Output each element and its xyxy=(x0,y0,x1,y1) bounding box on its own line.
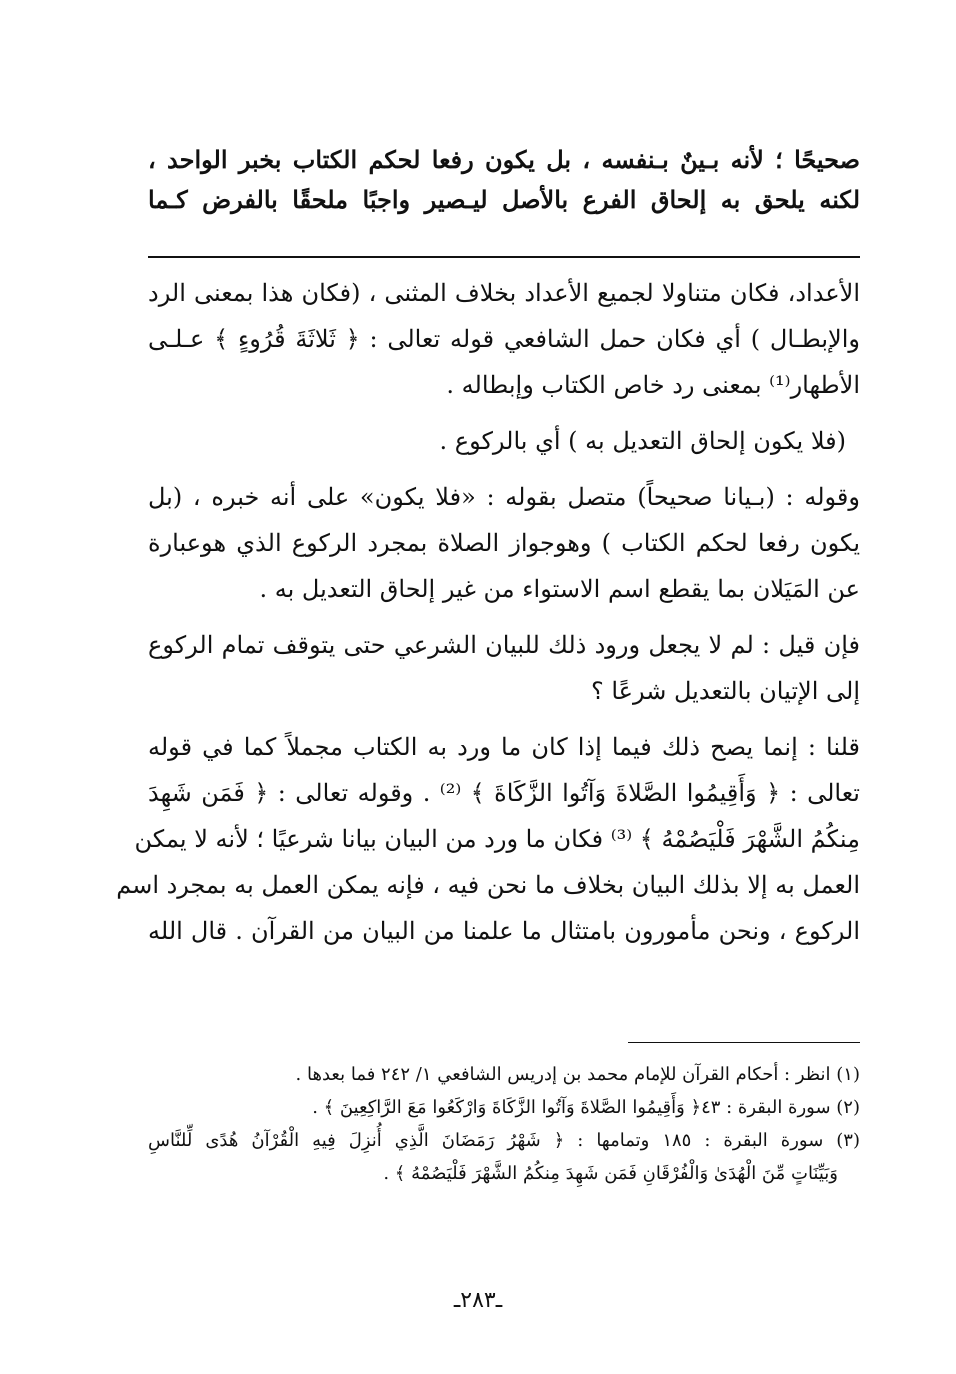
sharh-line: يكون رفعا لحكم الكتاب ) وهوجواز الصلاة بمجرد الركوع الذي هوعبارة xyxy=(148,529,860,557)
sharh-line: الركوع ، ونحن مأمورون بامتثال ما علمنا من البيان من القرآن . قال الله xyxy=(148,917,860,945)
sharh-line: مِنكُمُ الشَّهْرَ فَلْيَصُمْهُ ﴾ ⁽³⁾ فكان ما ورد من البيان بيانا شرعيًا ؛ لأنه لا يمكن xyxy=(134,825,860,853)
sharh-paragraph xyxy=(148,418,860,464)
footnote-3-continued: وَبَيِّنَاتٍ مِّنَ الْهُدَىٰ وَالْفُرْقَانِ فَمَن شَهِدَ مِنكُمُ الشَّهْرَ فَلْيَصُمْهُ ﴾ . xyxy=(383,1163,838,1184)
footnote-1: (١) انظر : أحكام القرآن للإمام محمد بن إدريس الشافعي ١/ ٢٤٢ فما بعدها . xyxy=(295,1064,860,1085)
sharh-line: فإن قيل : لم لا يجعل ورود ذلك للبيان الشرعي حتى يتوقف تمام الركوع xyxy=(148,631,860,659)
sharh-paragraph xyxy=(148,622,860,714)
sharh-line: الأعداد، فكان متناولا لجميع الأعداد بخلاف المثنى ، (فكان هذا بمعنى الرد xyxy=(148,279,860,307)
sharh-text xyxy=(116,270,860,954)
sharh-line: إلى الإتيان بالتعديل شرعًا ؟ xyxy=(590,677,860,705)
matn-separator xyxy=(148,256,860,258)
footnote-separator xyxy=(628,1042,860,1043)
sharh-line: عن المَيَلان بما يقطع اسم الاستواء من غير إلحاق التعديل به . xyxy=(259,575,860,603)
sharh-line: والإبطـال ) أي فكان حمل الشافعي قوله تعالى : ﴿ ثَلاثَةَ قُرُوءٍ ﴾ عـلـى xyxy=(148,325,860,353)
matn-line: لكنه يلحق به إلحاق الفرع بالأصل ليـصير واجبًا ملحقًا بالفرض كـما xyxy=(148,185,861,214)
sharh-line: تعالى : ﴿ وَأَقِيمُوا الصَّلاةَ وَآتُوا الزَّكَاةَ ﴾ ⁽²⁾ . وقوله تعالى : ﴿ فَمَن شَهِدَ xyxy=(148,779,860,807)
sharh-paragraph xyxy=(148,270,860,408)
sharh-paragraph xyxy=(116,724,860,954)
sharh-line: العمل به إلا بذلك البيان بخلاف ما نحن فيه ، فإنه يمكن العمل به بمجرد اسم xyxy=(116,871,860,899)
sharh-paragraph xyxy=(148,474,860,612)
page-number: ـ٢٨٣ـ xyxy=(453,1288,503,1313)
matn-text xyxy=(148,140,860,220)
sharh-line: وقوله : (بـيانا صحيحاً) متصل بقوله : «فلا يكون» على أنه خبره ، (بل xyxy=(148,483,860,511)
sharh-line: (فلا يكون إلحاق التعديل به ) أي بالركوع . xyxy=(439,427,846,455)
sharh-line: قلنا : إنما يصح ذلك فيما إذا كان ما ورد به الكتاب مجملاً كما في قوله xyxy=(148,733,860,761)
footnote-3: (٣) سورة البقرة : ١٨٥ وتمامها : ﴿ شَهْرُ رَمَضَانَ الَّذِي أُنزِلَ فِيهِ الْقُرْآنُ هُدًى لِّلنَّاسِ xyxy=(148,1130,860,1151)
footnote-2: (٢) سورة البقرة : ٤٣﴿ وَأَقِيمُوا الصَّلاةَ وَآتُوا الزَّكَاةَ وَارْكَعُوا مَعَ الرَّاكِعِينَ ﴾ . xyxy=(312,1097,860,1118)
matn-line: صحيحًا ؛ لأنه بـينٌ بـنفسه ، بل يكون رفعا لحكم الكتاب بخبر الواحد ، xyxy=(148,145,860,174)
footnotes xyxy=(148,1058,860,1190)
sharh-line: الأطهار⁽¹⁾ بمعنى رد خاص الكتاب وإبطاله . xyxy=(446,371,860,399)
